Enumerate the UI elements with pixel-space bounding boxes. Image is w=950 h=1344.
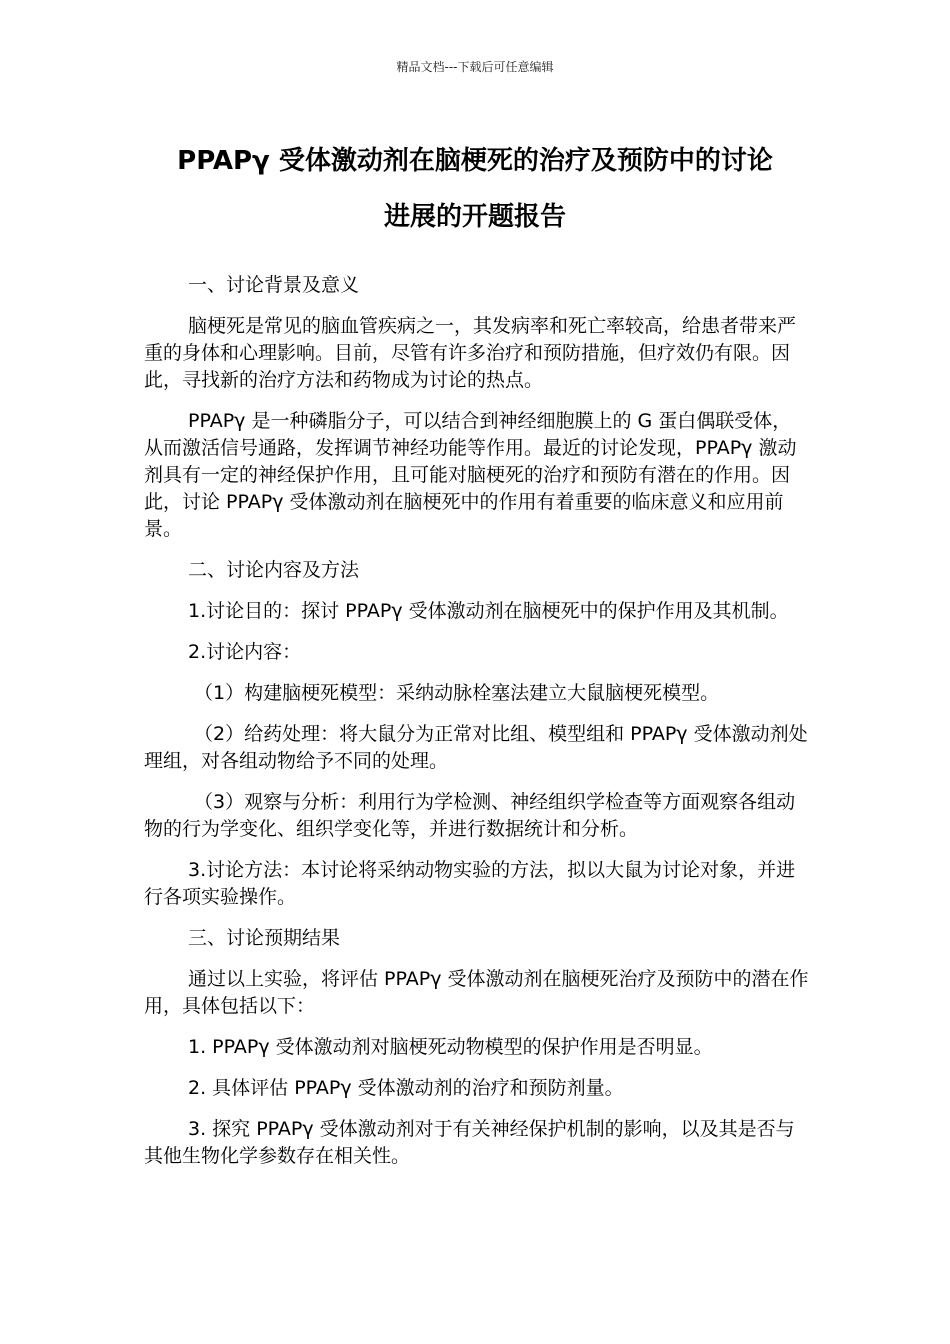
section-heading-expected-results: 三、讨论预期结果 bbox=[188, 927, 341, 949]
page-header-note: 精品文档---下载后可任意编辑 bbox=[396, 60, 554, 74]
section-heading-background: 一、讨论背景及意义 bbox=[188, 274, 360, 296]
document-body bbox=[144, 272, 810, 1184]
body-paragraph: 通过以上实验，将评估 PPAPγ 受体激动剂在脑梗死治疗及预防中的潜在作用，具体包括以下： bbox=[144, 968, 809, 1017]
list-item: 1. PPAPγ 受体激动剂对脑梗死动物模型的保护作用是否明显。 bbox=[188, 1036, 713, 1058]
sub-item: （3）观察与分析：利用行为学检测、神经组织学检查等方面观察各组动物的行为学变化、组织学变化等，并进行数据统计和分析。 bbox=[144, 791, 796, 840]
body-paragraph: PPAPγ 是一种磷脂分子，可以结合到神经细胞膜上的 G 蛋白偶联受体，从而激活信号通路，发挥调节神经功能等作用。最近的讨论发现，PPAPγ 激动剂具有一定的神经保护作用，且可能对脑梗死的治疗和预防有潜在的作用。因此，讨论 PPAPγ 受体激动剂在脑梗死中的作用有着重要的临床意义和应用前景。 bbox=[144, 410, 797, 540]
body-paragraph: 3.讨论方法：本讨论将采纳动物实验的方法，拟以大鼠为讨论对象，并进行各项实验操作。 bbox=[144, 859, 796, 908]
document-title-line-2: 进展的开题报告 bbox=[383, 202, 566, 232]
body-paragraph: 2.讨论内容： bbox=[188, 641, 302, 663]
body-paragraph: 脑梗死是常见的脑血管疾病之一，其发病率和死亡率较高，给患者带来严重的身体和心理影响。目前，尽管有许多治疗和预防措施，但疗效仍有限。因此，寻找新的治疗方法和药物成为讨论的热点。 bbox=[144, 315, 797, 391]
section-heading-methods: 二、讨论内容及方法 bbox=[188, 559, 360, 581]
body-paragraph: 1.讨论目的：探讨 PPAPγ 受体激动剂在脑梗死中的保护作用及其机制。 bbox=[188, 600, 789, 622]
list-item: 2. 具体评估 PPAPγ 受体激动剂的治疗和预防剂量。 bbox=[188, 1077, 624, 1099]
list-item: 3. 探究 PPAPγ 受体激动剂对于有关神经保护机制的影响，以及其是否与其他生物化学参数存在相关性。 bbox=[144, 1118, 795, 1167]
sub-item: （2）给药处理：将大鼠分为正常对比组、模型组和 PPAPγ 受体激动剂处理组，对各组动物给予不同的处理。 bbox=[144, 723, 808, 772]
document-title-line-1: PPAPγ 受体激动剂在脑梗死的治疗及预防中的讨论 bbox=[177, 146, 773, 176]
sub-item: （1）构建脑梗死模型：采纳动脉栓塞法建立大鼠脑梗死模型。 bbox=[194, 682, 720, 704]
